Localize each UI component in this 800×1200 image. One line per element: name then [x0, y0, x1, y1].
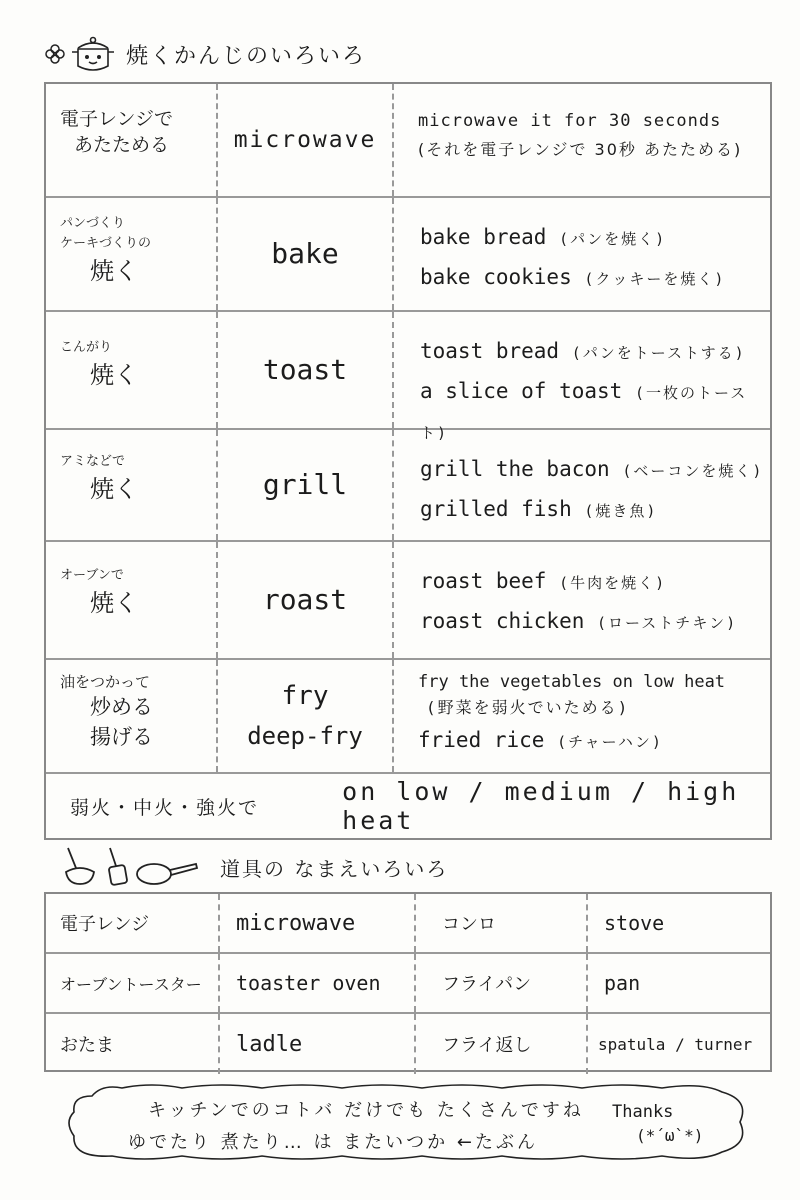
- heat-jp: 弱火・中火・強火で: [70, 796, 260, 819]
- message-line: ゆでたり 煮たり… は またいつか ←たぶん: [128, 1132, 538, 1153]
- tool-en: stove: [604, 911, 665, 935]
- jp-line: 電子レンジで: [60, 108, 174, 130]
- table-row: [46, 198, 770, 312]
- verb: deep-fry: [247, 722, 363, 750]
- section2-title: 道具の なまえいろいろ: [220, 856, 449, 881]
- example-en: grilled fish: [420, 497, 572, 521]
- jp-note: アミなどで: [60, 454, 126, 469]
- example-cell: [394, 198, 774, 310]
- example-line: [420, 218, 774, 258]
- section2-header: [62, 846, 448, 888]
- example-en: roast beef: [420, 569, 547, 593]
- example-en: roast chicken: [420, 609, 585, 633]
- verb-cell: [218, 84, 394, 196]
- example-cell: [394, 542, 774, 658]
- example-jp: (ローストチキン): [597, 614, 738, 632]
- tool-en: pan: [604, 971, 641, 995]
- frying-pan-icon: [134, 846, 200, 888]
- section1-title: 焼くかんじのいろいろ: [126, 43, 367, 69]
- table-row: [46, 542, 770, 660]
- jp-meaning-cell: [46, 430, 218, 540]
- tools-table: [44, 892, 772, 1072]
- table-row: [46, 954, 770, 1014]
- jp-note: こんがり: [60, 340, 113, 355]
- jp-meaning-cell: [46, 660, 218, 772]
- thanks-text: Thanks: [612, 1102, 674, 1122]
- jp-note: オーブンで: [60, 568, 124, 583]
- example-jp: (野菜を弱火でいためる): [426, 698, 630, 717]
- jp-verb: 炒める: [90, 695, 153, 719]
- example-line: [418, 720, 774, 762]
- example-en: a slice of toast: [420, 379, 623, 403]
- verb: roast: [262, 583, 348, 616]
- example-cell: [394, 430, 774, 540]
- example-cell: [394, 312, 774, 442]
- tool-en: toaster oven: [220, 954, 416, 1012]
- heat-en: on low / medium / high heat: [342, 777, 740, 835]
- table-row: [46, 660, 770, 774]
- tool-en: ladle: [220, 1014, 416, 1074]
- jp-line: あたためる: [74, 134, 170, 156]
- example-line: [420, 450, 774, 490]
- table-row: [46, 84, 770, 198]
- tool-en: microwave: [220, 894, 416, 952]
- example-cell: [394, 660, 774, 772]
- message-cloud: [62, 1082, 752, 1162]
- example-en: fried rice: [418, 728, 545, 752]
- jp-meaning-cell: [46, 312, 218, 428]
- tool-jp: おたま: [46, 1014, 220, 1074]
- example-jp: (パンを焼く): [559, 230, 667, 248]
- example-en: grill the bacon: [420, 457, 610, 481]
- tool-jp: コンロ: [416, 894, 588, 952]
- table-row: [46, 1014, 770, 1074]
- jp-meaning-cell: [46, 542, 218, 658]
- pot-icon: [70, 34, 116, 74]
- verb: grill: [262, 468, 348, 501]
- verb: bake: [271, 237, 339, 270]
- example-cell: [394, 84, 774, 196]
- example-jp: (それを電子レンジで 30秒 あたためる): [418, 140, 743, 159]
- example-en: bake cookies: [420, 265, 572, 289]
- tool-jp: 電子レンジ: [46, 894, 220, 952]
- verb-cell: [218, 198, 394, 310]
- jp-note: ケーキづくりの: [60, 236, 152, 251]
- verb-cell: [218, 542, 394, 658]
- kaomoji: (*´ω`*): [636, 1126, 704, 1145]
- jp-verb: 焼く: [90, 475, 138, 503]
- verb-cell: [218, 430, 394, 540]
- verb: microwave: [233, 127, 377, 153]
- example-en: fry the vegetables on low heat: [418, 672, 726, 692]
- jp-meaning-cell: [46, 84, 218, 196]
- cooking-verbs-table: [44, 82, 772, 840]
- jp-note: パンづくり: [60, 216, 126, 231]
- verb-cell: [218, 312, 394, 428]
- example-jp: (牛肉を焼く): [559, 574, 667, 592]
- section1-header: [44, 34, 366, 74]
- table-row: [46, 312, 770, 442]
- jp-verb: 焼く: [90, 361, 138, 389]
- verb-cell: [218, 660, 394, 772]
- example-en: toast bread: [420, 339, 560, 363]
- example-line: [420, 332, 774, 372]
- verb: fry: [281, 681, 329, 711]
- tool-en: spatula / turner: [598, 1034, 753, 1054]
- example-jp: (焼き魚): [584, 502, 658, 520]
- heat-row: [46, 774, 770, 838]
- jp-verb: 揚げる: [90, 725, 153, 749]
- verb: toast: [262, 353, 348, 386]
- example-line: [420, 490, 774, 530]
- example-line: [420, 602, 774, 642]
- spatula-icon: [100, 846, 132, 888]
- jp-meaning-cell: [46, 198, 218, 310]
- ladle-icon: [62, 846, 98, 888]
- table-row: [46, 894, 770, 954]
- message-line: キッチンでのコトバ だけでも たくさんですね: [148, 1100, 584, 1121]
- example-jp: (クッキーを焼く): [584, 270, 726, 288]
- tool-jp: オーブントースター: [46, 954, 220, 1012]
- jp-verb: 焼く: [90, 589, 138, 617]
- tool-jp: フライパン: [416, 954, 588, 1012]
- tool-jp: フライ返し: [416, 1014, 588, 1074]
- example-jp: (ベーコンを焼く): [622, 462, 764, 480]
- jp-verb: 焼く: [90, 257, 138, 285]
- example-en: microwave it for 30 seconds: [418, 111, 722, 131]
- flower-icon: [44, 43, 66, 65]
- example-jp: (チャーハン): [557, 733, 663, 751]
- example-en: bake bread: [420, 225, 547, 249]
- example-line: [420, 562, 774, 602]
- example-line: [420, 258, 774, 298]
- jp-note: 油をつかって: [60, 673, 151, 691]
- table-row: [46, 430, 770, 542]
- example-jp: (パンをトーストする): [571, 344, 746, 362]
- example-jp: (一枚のトースト): [420, 384, 748, 442]
